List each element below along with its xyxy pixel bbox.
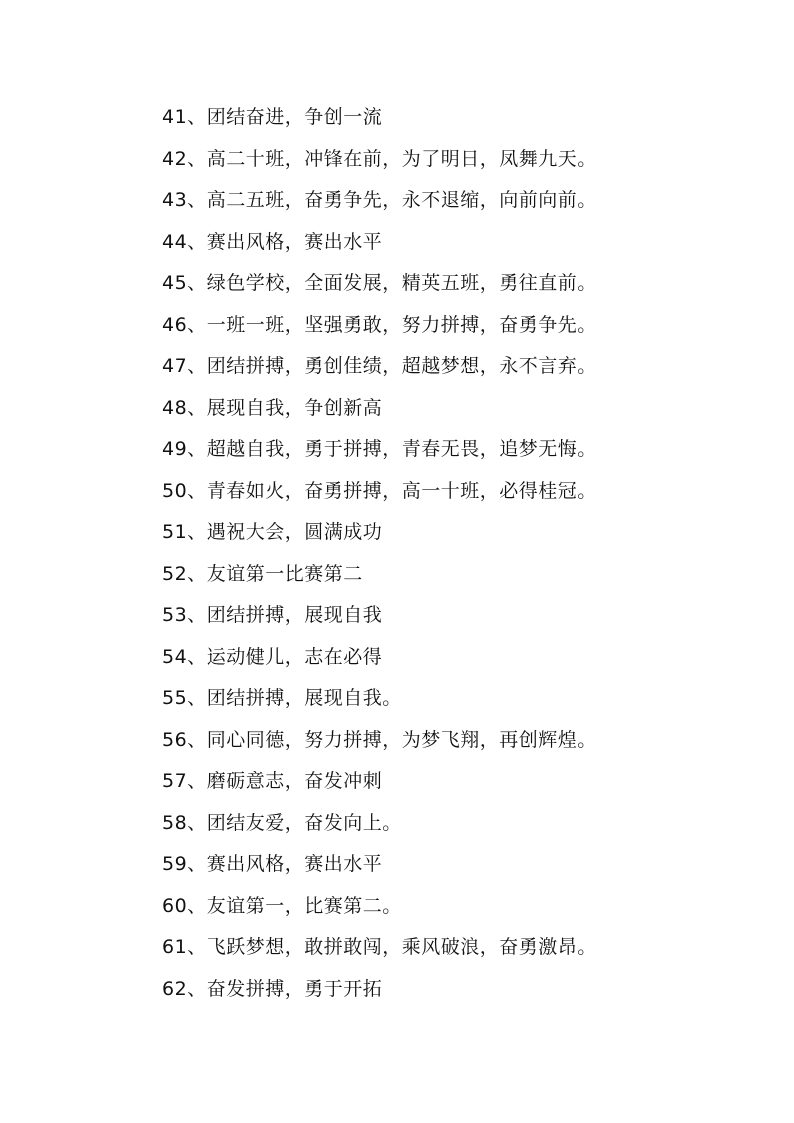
list-item (162, 393, 597, 435)
item-text: 运动健儿，志在必得 (206, 645, 383, 668)
item-text: 团结友爱，奋发向上。 (206, 811, 402, 834)
item-number: 51、 (162, 521, 207, 543)
list-item (162, 642, 597, 684)
list-item (162, 102, 597, 144)
list-item (162, 808, 597, 850)
item-text: 赛出风格，赛出水平 (206, 230, 383, 253)
list-item (162, 434, 597, 476)
item-text: 高二十班，冲锋在前，为了明日，凤舞九天。 (206, 147, 597, 170)
item-number: 60、 (162, 894, 207, 917)
item-text: 高二五班，奋勇争先，永不退缩，向前向前。 (206, 189, 597, 211)
item-text: 展现自我，争创新高 (206, 396, 383, 419)
item-number: 53、 (162, 604, 207, 626)
list-item (162, 351, 597, 393)
list-item (162, 849, 597, 891)
item-number: 44、 (162, 230, 207, 253)
list-item (162, 932, 597, 974)
item-number: 59、 (162, 853, 207, 875)
list-item (162, 144, 597, 186)
list-item (162, 268, 597, 310)
item-number: 54、 (162, 645, 207, 668)
item-number: 56、 (162, 728, 207, 751)
item-number: 41、 (162, 106, 207, 128)
list-item (162, 310, 597, 352)
item-text: 青春如火，奋勇拼搏，高一十班，必得桂冠。 (206, 479, 597, 502)
item-number: 61、 (162, 936, 207, 958)
item-number: 47、 (162, 355, 207, 377)
list-item (162, 974, 597, 1016)
list-item (162, 600, 597, 642)
list-item (162, 185, 597, 227)
item-number: 62、 (162, 977, 207, 1000)
item-number: 52、 (162, 562, 207, 585)
item-text: 飞跃梦想，敢拼敢闯，乘风破浪，奋勇激昂。 (206, 936, 597, 958)
item-text: 一班一班，坚强勇敢，努力拼搏，奋勇争先。 (206, 313, 597, 336)
item-number: 46、 (162, 313, 207, 336)
list-item (162, 559, 597, 601)
item-text: 磨砺意志，奋发冲刺 (206, 770, 383, 792)
item-number: 55、 (162, 687, 207, 709)
item-number: 49、 (162, 438, 207, 460)
item-text: 奋发拼搏，勇于开拓 (206, 977, 383, 1000)
list-item (162, 891, 597, 933)
list-item (162, 683, 597, 725)
item-text: 遇祝大会，圆满成功 (206, 521, 383, 543)
item-number: 43、 (162, 189, 207, 211)
list-item (162, 476, 597, 518)
item-text: 超越自我，勇于拼搏，青春无畏，追梦无悔。 (206, 438, 597, 460)
item-text: 友谊第一比赛第二 (206, 562, 363, 585)
item-number: 48、 (162, 396, 207, 419)
slogan-list (162, 102, 597, 1015)
item-text: 团结奋进，争创一流 (206, 106, 383, 128)
item-number: 58、 (162, 811, 207, 834)
item-text: 赛出风格，赛出水平 (206, 853, 383, 875)
list-item (162, 766, 597, 808)
list-item (162, 227, 597, 269)
item-number: 50、 (162, 479, 207, 502)
item-text: 友谊第一，比赛第二。 (206, 894, 402, 917)
item-text: 团结拼搏，展现自我 (206, 604, 383, 626)
item-number: 45、 (162, 272, 207, 294)
item-text: 绿色学校，全面发展，精英五班，勇往直前。 (206, 272, 597, 294)
list-item (162, 517, 597, 559)
list-item (162, 725, 597, 767)
item-number: 57、 (162, 770, 207, 792)
item-text: 团结拼搏，勇创佳绩，超越梦想，永不言弃。 (206, 355, 597, 377)
item-text: 团结拼搏，展现自我。 (206, 687, 402, 709)
item-number: 42、 (162, 147, 207, 170)
item-text: 同心同德，努力拼搏，为梦飞翔，再创辉煌。 (206, 728, 597, 751)
